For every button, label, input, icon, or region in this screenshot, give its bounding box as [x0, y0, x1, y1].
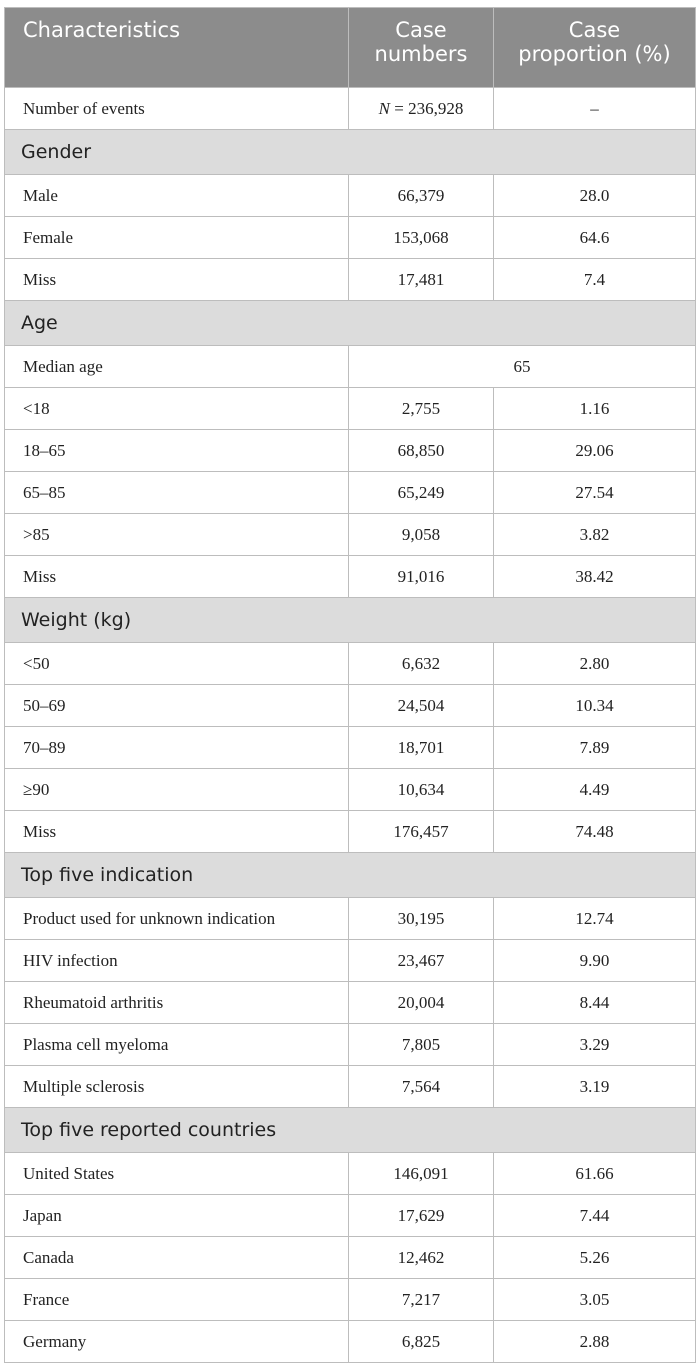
row-proportion: 3.29 [494, 1024, 696, 1066]
row-label: HIV infection [5, 940, 349, 982]
table-row [5, 556, 696, 598]
section-title-age: Age [5, 301, 696, 346]
row-count: 153,068 [349, 217, 494, 259]
row-proportion: 3.05 [494, 1279, 696, 1321]
row-label: Multiple sclerosis [5, 1066, 349, 1108]
row-label: France [5, 1279, 349, 1321]
events-label: Number of events [5, 88, 349, 130]
table-row [5, 727, 696, 769]
row-count: 176,457 [349, 811, 494, 853]
row-proportion: 9.90 [494, 940, 696, 982]
section-title-countries: Top five reported countries [5, 1108, 696, 1153]
row-count: 65,249 [349, 472, 494, 514]
row-count: 23,467 [349, 940, 494, 982]
row-count: 6,632 [349, 643, 494, 685]
row-label: <50 [5, 643, 349, 685]
section-row-gender [5, 130, 696, 175]
table-row [5, 1195, 696, 1237]
row-proportion: 7.4 [494, 259, 696, 301]
row-label: >85 [5, 514, 349, 556]
section-row-indication [5, 853, 696, 898]
table-row [5, 982, 696, 1024]
row-proportion: 1.16 [494, 388, 696, 430]
row-proportion: 28.0 [494, 175, 696, 217]
header-case-proportion [494, 8, 696, 88]
row-label: Rheumatoid arthritis [5, 982, 349, 1024]
row-count: 66,379 [349, 175, 494, 217]
row-count: 17,481 [349, 259, 494, 301]
row-proportion: 4.49 [494, 769, 696, 811]
row-proportion: 61.66 [494, 1153, 696, 1195]
row-proportion: 5.26 [494, 1237, 696, 1279]
table-row [5, 1237, 696, 1279]
header-case-proportion-line2: proportion (%) [518, 42, 671, 66]
row-proportion: 7.44 [494, 1195, 696, 1237]
row-label: Miss [5, 556, 349, 598]
table-row-median-age [5, 346, 696, 388]
row-count: 7,805 [349, 1024, 494, 1066]
row-count: 146,091 [349, 1153, 494, 1195]
table-row [5, 811, 696, 853]
row-proportion: 74.48 [494, 811, 696, 853]
table-row [5, 472, 696, 514]
events-n-symbol: N [378, 98, 390, 118]
table-header-row [5, 8, 696, 88]
row-label: Female [5, 217, 349, 259]
row-proportion: 7.89 [494, 727, 696, 769]
table-row [5, 430, 696, 472]
row-count: 68,850 [349, 430, 494, 472]
section-title-weight: Weight (kg) [5, 598, 696, 643]
row-label: Germany [5, 1321, 349, 1363]
section-row-age [5, 301, 696, 346]
row-count: 91,016 [349, 556, 494, 598]
table-row [5, 514, 696, 556]
header-characteristics: Characteristics [5, 8, 349, 88]
row-proportion: 2.88 [494, 1321, 696, 1363]
characteristics-table [4, 7, 696, 1363]
section-row-weight [5, 598, 696, 643]
row-label: United States [5, 1153, 349, 1195]
row-count: 17,629 [349, 1195, 494, 1237]
row-label: Miss [5, 811, 349, 853]
row-proportion: 2.80 [494, 643, 696, 685]
header-case-numbers-line2: numbers [374, 42, 468, 66]
row-label: Japan [5, 1195, 349, 1237]
table-row [5, 1153, 696, 1195]
table-row-events [5, 88, 696, 130]
table-row [5, 940, 696, 982]
row-proportion: 12.74 [494, 898, 696, 940]
section-title-indication: Top five indication [5, 853, 696, 898]
median-age-value: 65 [349, 346, 696, 388]
table-row [5, 1066, 696, 1108]
events-count [349, 88, 494, 130]
header-case-numbers-line1: Case [395, 18, 447, 42]
row-count: 30,195 [349, 898, 494, 940]
row-count: 24,504 [349, 685, 494, 727]
row-label: 65–85 [5, 472, 349, 514]
row-label: Canada [5, 1237, 349, 1279]
row-count: 2,755 [349, 388, 494, 430]
section-row-countries [5, 1108, 696, 1153]
row-count: 20,004 [349, 982, 494, 1024]
events-n-value: = 236,928 [390, 98, 464, 118]
table-row [5, 643, 696, 685]
row-label: 50–69 [5, 685, 349, 727]
row-count: 10,634 [349, 769, 494, 811]
header-case-numbers [349, 8, 494, 88]
row-proportion: 10.34 [494, 685, 696, 727]
row-count: 6,825 [349, 1321, 494, 1363]
table-row [5, 217, 696, 259]
characteristics-table-container [4, 7, 695, 1363]
row-proportion: 8.44 [494, 982, 696, 1024]
table-row [5, 769, 696, 811]
row-proportion: 27.54 [494, 472, 696, 514]
table-row [5, 1279, 696, 1321]
table-row [5, 1024, 696, 1066]
table-row [5, 259, 696, 301]
row-proportion: 38.42 [494, 556, 696, 598]
row-label: 70–89 [5, 727, 349, 769]
row-proportion: 3.82 [494, 514, 696, 556]
row-count: 12,462 [349, 1237, 494, 1279]
median-age-label: Median age [5, 346, 349, 388]
table-row [5, 685, 696, 727]
row-label: ≥90 [5, 769, 349, 811]
row-proportion: 64.6 [494, 217, 696, 259]
header-case-proportion-line1: Case [568, 18, 621, 42]
row-label: Miss [5, 259, 349, 301]
table-row [5, 898, 696, 940]
row-count: 9,058 [349, 514, 494, 556]
row-label: <18 [5, 388, 349, 430]
section-title-gender: Gender [5, 130, 696, 175]
row-count: 7,564 [349, 1066, 494, 1108]
table-row [5, 175, 696, 217]
row-count: 18,701 [349, 727, 494, 769]
row-label: 18–65 [5, 430, 349, 472]
row-proportion: 3.19 [494, 1066, 696, 1108]
table-row [5, 388, 696, 430]
table-row [5, 1321, 696, 1363]
row-proportion: 29.06 [494, 430, 696, 472]
row-label: Male [5, 175, 349, 217]
events-proportion: – [494, 88, 696, 130]
row-label: Product used for unknown indication [5, 898, 349, 940]
row-label: Plasma cell myeloma [5, 1024, 349, 1066]
row-count: 7,217 [349, 1279, 494, 1321]
